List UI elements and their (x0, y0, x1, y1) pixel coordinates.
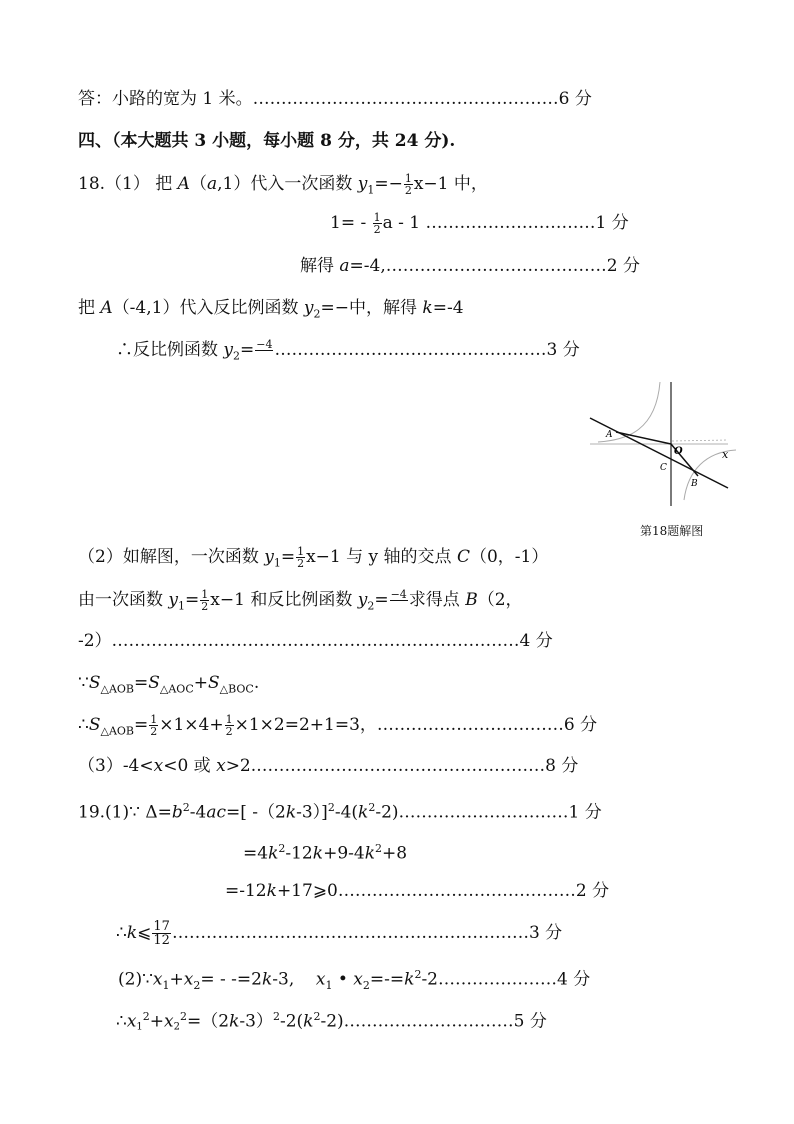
label-O: O (674, 446, 683, 457)
answer-line: 答：小路的宽为 1 米。………………………………………………6 分 (78, 89, 592, 109)
fraction-neg4: −4 (256, 338, 273, 351)
fraction-half: $\frac{1}{2}$ (201, 588, 209, 613)
q18-part2-intersection: （2）如解图，一次函数 $y_1=$ $\frac{1}{2}$ x−1 与 y 轴的交点 C（0，-1） (78, 545, 549, 570)
q19-sum-squares: $\therefore x_1^2+x_2^2=(2k-3)^2-2(k^2-2)\dots\dots\dots\dots\dots\dots\dots\dots\dots\dots 5$ 分 (116, 1010, 547, 1033)
q18-inverse-function: ∴反比例函数 $y_2=$ −4 …………………………………………3 分 (116, 338, 580, 363)
fraction-half: $\frac{1}{2}$ (297, 545, 305, 570)
function-graph (588, 380, 738, 520)
label-x: x (722, 448, 729, 461)
q18-equation: 1= - $\frac{1}{2}$ a - 1 …………………………1 分 (330, 211, 629, 236)
linear-function-line (590, 418, 728, 488)
graph-caption: 第18题解图 (640, 524, 704, 538)
q18-area-split: $\because S_{\triangle AOB}=S_{\triangle AOC}+S_{\triangle BOC}$. (78, 673, 260, 696)
section-heading: 四、（本大题共 3 小题，每小题 8 分，共 24 分). (78, 131, 456, 151)
q19-k-range: ∴k⩽ $\frac{17}{12}$ ………………………………………………………3 分 (116, 919, 563, 948)
dotted-guide (672, 440, 728, 441)
q18-part1-intro: 18.（1） 把 A（a,1）代入一次函数 $y_1=-$ $\frac{1}{2}$ x−1 中， (78, 172, 488, 197)
q18-point-B: 由一次函数 $y_1=$ $\frac{1}{2}$ x−1 和反比例函数 $y_2=$ −4 求得点 B（2， (78, 588, 523, 613)
label-A: A (606, 430, 613, 440)
q18-part3: （3）-4<x<0 或 x>2.……………………………………………8 分 (78, 756, 579, 776)
label-B: B (691, 479, 698, 489)
fraction-half: $\frac{1}{2}$ (150, 713, 158, 738)
q18-solve-a: 解得 a=-4,…………………………………2 分 (300, 256, 640, 276)
fraction-half: $\frac{1}{2}$ (225, 713, 233, 738)
q18-area-result: $\therefore S_{\triangle AOB}=$ $\frac{1}{2}$ ×1×4+ $\frac{1}{2}$ ×1×2=2+1=3，……………………………6 分 (78, 713, 598, 738)
q19-simplify: =-12k+17⩾0……………………………………2 分 (225, 881, 610, 901)
q19-expand: $=4k^2-12k+9-4k^2+8$ (243, 842, 408, 864)
fraction-17-12: $\frac{17}{12}$ (153, 919, 170, 948)
q19-part2-vieta: $(2)\because x_1+x_2= - -=2k-3$, $x_1$ • $x_2=-=k^2-2\dots\dots\dots\dots\dots\dots\dots 4$ 分 (118, 968, 591, 993)
q18-substitute-k: 把 A（-4,1）代入反比例函数 $y_2=-$中，解得 k=-4 (78, 298, 464, 321)
q18-point-B-cont: -2）………………………………………………………………4 分 (78, 631, 553, 651)
fraction-neg4: −4 (390, 588, 407, 601)
fraction-half: $\frac{1}{2}$ (373, 211, 381, 236)
label-C: C (660, 463, 667, 473)
q19-discriminant: 19.(1)∵ $\Delta=b^2-4ac=$[ $-(2k-3)]^2-4(k^2-2)\dots\dots\dots\dots\dots\dots\dots\dots\dots\dots 1$ 分 (78, 801, 602, 823)
segment-AO (616, 432, 671, 444)
fraction-half: $\frac{1}{2}$ (404, 172, 412, 197)
